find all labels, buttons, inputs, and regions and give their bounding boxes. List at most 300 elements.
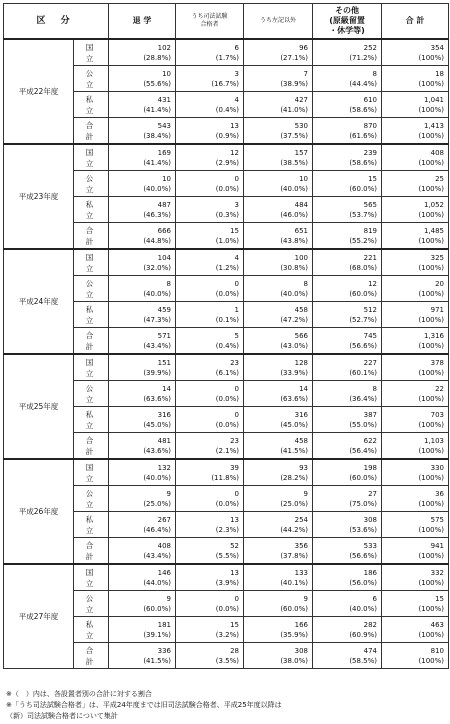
count-value: 9	[166, 489, 172, 498]
percent-value: (100%)	[418, 210, 445, 219]
data-cell	[244, 118, 313, 145]
year-label: 平成22年度	[4, 39, 74, 144]
data-cell	[176, 223, 244, 250]
count-value: 378	[430, 358, 445, 367]
percent-value: (38.5%)	[280, 158, 309, 167]
count-value: 356	[294, 541, 309, 550]
count-value: 8	[166, 279, 172, 288]
percent-value: (3.9%)	[215, 578, 240, 587]
count-value: 10	[162, 69, 172, 78]
data-cell	[109, 249, 176, 276]
percent-value: (0.0%)	[215, 184, 240, 193]
data-cell	[109, 39, 176, 66]
data-cell	[382, 459, 449, 486]
data-cell	[313, 276, 382, 302]
data-cell	[109, 643, 176, 669]
count-value: 23	[230, 358, 240, 367]
percent-value: (47.2%)	[280, 315, 309, 324]
percent-value: (28.2%)	[280, 473, 309, 482]
school-type-label: 公 立	[74, 66, 109, 92]
percent-value: (100%)	[418, 578, 445, 587]
header-taigaku: 退 学	[109, 4, 176, 40]
percent-value: (100%)	[418, 656, 445, 665]
data-cell	[109, 66, 176, 92]
data-cell	[109, 381, 176, 407]
percent-value: (3.2%)	[215, 630, 240, 639]
count-value: 282	[363, 620, 378, 629]
table-body	[4, 39, 449, 669]
percent-value: (46.4%)	[143, 525, 172, 534]
percent-value: (0.0%)	[215, 394, 240, 403]
footnote-1: ※（ ）内は、各設置者別の合計に対する割合	[6, 690, 152, 698]
data-cell	[109, 92, 176, 118]
data-cell	[382, 92, 449, 118]
percent-value: (63.6%)	[280, 394, 309, 403]
data-cell	[244, 459, 313, 486]
count-value: 481	[157, 436, 172, 445]
data-cell	[313, 223, 382, 250]
percent-value: (60.0%)	[349, 184, 378, 193]
percent-value: (100%)	[418, 315, 445, 324]
percent-value: (38.0%)	[280, 656, 309, 665]
count-value: 543	[157, 121, 172, 130]
data-cell	[176, 354, 244, 381]
percent-value: (2.3%)	[215, 525, 240, 534]
percent-value: (39.9%)	[143, 368, 172, 377]
percent-value: (40.0%)	[280, 184, 309, 193]
data-cell	[313, 381, 382, 407]
data-cell	[176, 328, 244, 355]
data-cell	[109, 223, 176, 250]
count-value: 221	[363, 253, 378, 262]
count-value: 15	[368, 174, 378, 183]
table-row	[4, 459, 449, 486]
count-value: 565	[363, 200, 378, 209]
school-type-label: 公 立	[74, 276, 109, 302]
data-cell	[176, 591, 244, 617]
percent-value: (60.9%)	[349, 630, 378, 639]
data-cell	[313, 144, 382, 171]
data-cell	[382, 276, 449, 302]
count-value: 354	[430, 43, 445, 52]
data-cell	[313, 354, 382, 381]
count-value: 8	[303, 279, 309, 288]
data-cell	[382, 249, 449, 276]
data-cell	[313, 512, 382, 538]
count-value: 12	[230, 148, 240, 157]
data-cell	[382, 407, 449, 433]
data-cell	[176, 643, 244, 669]
count-value: 316	[157, 410, 172, 419]
data-cell	[244, 354, 313, 381]
data-cell	[109, 302, 176, 328]
data-cell	[313, 486, 382, 512]
data-cell	[244, 144, 313, 171]
count-value: 20	[435, 279, 445, 288]
school-type-label: 国 立	[74, 564, 109, 591]
count-value: 239	[363, 148, 378, 157]
count-value: 169	[157, 148, 172, 157]
count-value: 330	[430, 463, 445, 472]
school-type-label: 私 立	[74, 407, 109, 433]
data-cell	[109, 591, 176, 617]
data-cell	[313, 564, 382, 591]
percent-value: (100%)	[418, 53, 445, 62]
data-cell	[313, 591, 382, 617]
count-value: 5	[234, 331, 240, 340]
percent-value: (41.5%)	[280, 446, 309, 455]
count-value: 15	[230, 226, 240, 235]
data-cell	[109, 197, 176, 223]
count-value: 610	[363, 95, 378, 104]
percent-value: (56.6%)	[349, 551, 378, 560]
data-cell	[109, 328, 176, 355]
percent-value: (25.0%)	[143, 499, 172, 508]
data-cell	[176, 538, 244, 565]
percent-value: (3.5%)	[215, 656, 240, 665]
data-cell	[313, 118, 382, 145]
data-cell	[176, 171, 244, 197]
percent-value: (45.0%)	[280, 420, 309, 429]
percent-value: (1.7%)	[215, 53, 240, 62]
percent-value: (100%)	[418, 499, 445, 508]
data-cell	[382, 223, 449, 250]
percent-value: (43.0%)	[280, 341, 309, 350]
count-value: 566	[294, 331, 309, 340]
count-value: 166	[294, 620, 309, 629]
school-type-label: 合 計	[74, 118, 109, 145]
count-value: 132	[157, 463, 172, 472]
percent-value: (45.0%)	[143, 420, 172, 429]
count-value: 181	[157, 620, 172, 629]
data-cell	[313, 171, 382, 197]
percent-value: (27.1%)	[280, 53, 309, 62]
count-value: 1,103	[423, 436, 445, 445]
count-value: 427	[294, 95, 309, 104]
data-cell	[176, 276, 244, 302]
count-value: 458	[294, 436, 309, 445]
count-value: 93	[299, 463, 309, 472]
data-cell	[313, 249, 382, 276]
school-type-label: 私 立	[74, 512, 109, 538]
percent-value: (60.0%)	[280, 604, 309, 613]
count-value: 36	[435, 489, 445, 498]
school-type-label: 合 計	[74, 433, 109, 460]
year-label: 平成26年度	[4, 459, 74, 564]
school-type-label: 公 立	[74, 381, 109, 407]
percent-value: (100%)	[418, 105, 445, 114]
header-sonota: その他 (原級留置 ・休学等)	[313, 4, 382, 40]
percent-value: (0.0%)	[215, 604, 240, 613]
data-cell	[313, 407, 382, 433]
school-type-label: 合 計	[74, 223, 109, 250]
data-cell	[244, 643, 313, 669]
percent-value: (100%)	[418, 420, 445, 429]
percent-value: (100%)	[418, 341, 445, 350]
percent-value: (0.0%)	[215, 499, 240, 508]
percent-value: (40.0%)	[143, 184, 172, 193]
count-value: 15	[435, 594, 445, 603]
count-value: 870	[363, 121, 378, 130]
data-cell	[176, 144, 244, 171]
percent-value: (60.0%)	[349, 289, 378, 298]
data-cell	[244, 591, 313, 617]
percent-value: (41.4%)	[143, 105, 172, 114]
footnote-2: ※「うち司法試験合格者」は、平成24年度までは旧司法試験合格者、平成25年度以降は	[6, 701, 282, 709]
percent-value: (46.0%)	[280, 210, 309, 219]
year-label: 平成25年度	[4, 354, 74, 459]
data-cell	[313, 302, 382, 328]
data-cell	[382, 328, 449, 355]
count-value: 474	[363, 646, 378, 655]
percent-value: (100%)	[418, 551, 445, 560]
count-value: 4	[234, 253, 240, 262]
school-type-label: 国 立	[74, 144, 109, 171]
count-value: 810	[430, 646, 445, 655]
data-cell	[244, 433, 313, 460]
percent-value: (6.1%)	[215, 368, 240, 377]
percent-value: (39.1%)	[143, 630, 172, 639]
data-cell	[109, 512, 176, 538]
data-cell	[109, 144, 176, 171]
count-value: 0	[234, 279, 240, 288]
percent-value: (71.2%)	[349, 53, 378, 62]
count-value: 1	[234, 305, 240, 314]
percent-value: (0.0%)	[215, 420, 240, 429]
count-value: 8	[372, 384, 378, 393]
percent-value: (1.2%)	[215, 263, 240, 272]
count-value: 308	[363, 515, 378, 524]
percent-value: (100%)	[418, 263, 445, 272]
school-type-label: 国 立	[74, 354, 109, 381]
data-cell	[382, 39, 449, 66]
data-cell	[244, 564, 313, 591]
data-cell	[176, 249, 244, 276]
count-value: 622	[363, 436, 378, 445]
count-value: 1,052	[423, 200, 445, 209]
count-value: 575	[430, 515, 445, 524]
data-cell	[313, 433, 382, 460]
data-cell	[244, 249, 313, 276]
count-value: 104	[157, 253, 172, 262]
percent-value: (0.9%)	[215, 131, 240, 140]
table-row	[4, 144, 449, 171]
count-value: 530	[294, 121, 309, 130]
percent-value: (43.6%)	[143, 446, 172, 455]
count-value: 10	[162, 174, 172, 183]
percent-value: (38.9%)	[280, 79, 309, 88]
data-cell	[313, 643, 382, 669]
percent-value: (58.5%)	[349, 656, 378, 665]
data-cell	[176, 512, 244, 538]
percent-value: (33.9%)	[280, 368, 309, 377]
table-row	[4, 564, 449, 591]
count-value: 1,316	[423, 331, 445, 340]
data-cell	[109, 486, 176, 512]
data-cell	[109, 171, 176, 197]
count-value: 102	[157, 43, 172, 52]
count-value: 14	[162, 384, 172, 393]
data-cell	[109, 276, 176, 302]
count-value: 512	[363, 305, 378, 314]
count-value: 651	[294, 226, 309, 235]
count-value: 13	[230, 515, 240, 524]
percent-value: (40.0%)	[280, 289, 309, 298]
count-value: 408	[430, 148, 445, 157]
footnotes	[6, 689, 446, 722]
count-value: 332	[430, 568, 445, 577]
data-cell	[244, 223, 313, 250]
count-value: 3	[234, 200, 240, 209]
data-cell	[109, 617, 176, 643]
percent-value: (30.8%)	[280, 263, 309, 272]
data-cell	[313, 617, 382, 643]
data-cell	[244, 197, 313, 223]
percent-value: (47.3%)	[143, 315, 172, 324]
percent-value: (16.7%)	[211, 79, 240, 88]
percent-value: (0.1%)	[215, 315, 240, 324]
percent-value: (5.5%)	[215, 551, 240, 560]
data-cell	[382, 381, 449, 407]
count-value: 408	[157, 541, 172, 550]
data-cell	[382, 617, 449, 643]
count-value: 0	[234, 594, 240, 603]
data-cell	[109, 538, 176, 565]
percent-value: (61.6%)	[349, 131, 378, 140]
data-cell	[382, 171, 449, 197]
percent-value: (40.0%)	[143, 473, 172, 482]
count-value: 146	[157, 568, 172, 577]
data-cell	[244, 171, 313, 197]
count-value: 9	[303, 489, 309, 498]
data-cell	[176, 118, 244, 145]
data-cell	[109, 118, 176, 145]
data-cell	[244, 66, 313, 92]
data-cell	[244, 276, 313, 302]
percent-value: (2.9%)	[215, 158, 240, 167]
count-value: 157	[294, 148, 309, 157]
data-cell	[176, 407, 244, 433]
data-cell	[244, 538, 313, 565]
data-cell	[382, 591, 449, 617]
count-value: 9	[303, 594, 309, 603]
data-cell	[382, 197, 449, 223]
data-cell	[313, 92, 382, 118]
percent-value: (55.2%)	[349, 236, 378, 245]
percent-value: (60.0%)	[143, 604, 172, 613]
data-cell	[382, 643, 449, 669]
percent-value: (0.4%)	[215, 341, 240, 350]
data-cell	[313, 538, 382, 565]
data-cell	[176, 459, 244, 486]
count-value: 52	[230, 541, 240, 550]
data-cell	[176, 39, 244, 66]
data-cell	[176, 302, 244, 328]
data-cell	[176, 92, 244, 118]
count-value: 3	[234, 69, 240, 78]
count-value: 941	[430, 541, 445, 550]
data-cell	[382, 66, 449, 92]
count-value: 487	[157, 200, 172, 209]
percent-value: (100%)	[418, 236, 445, 245]
school-type-label: 合 計	[74, 643, 109, 669]
count-value: 128	[294, 358, 309, 367]
count-value: 316	[294, 410, 309, 419]
percent-value: (100%)	[418, 289, 445, 298]
count-value: 254	[294, 515, 309, 524]
count-value: 703	[430, 410, 445, 419]
data-cell	[244, 617, 313, 643]
count-value: 28	[230, 646, 240, 655]
data-cell	[176, 197, 244, 223]
year-label: 平成23年度	[4, 144, 74, 249]
data-cell	[382, 433, 449, 460]
percent-value: (56.6%)	[349, 341, 378, 350]
year-label: 平成27年度	[4, 564, 74, 669]
percent-value: (56.0%)	[349, 578, 378, 587]
percent-value: (40.0%)	[143, 289, 172, 298]
count-value: 151	[157, 358, 172, 367]
percent-value: (55.6%)	[143, 79, 172, 88]
school-type-label: 公 立	[74, 486, 109, 512]
count-value: 745	[363, 331, 378, 340]
percent-value: (53.7%)	[349, 210, 378, 219]
data-cell	[176, 381, 244, 407]
count-value: 0	[234, 410, 240, 419]
count-value: 1,413	[423, 121, 445, 130]
count-value: 1,041	[423, 95, 445, 104]
data-cell	[244, 407, 313, 433]
count-value: 13	[230, 121, 240, 130]
percent-value: (68.0%)	[349, 263, 378, 272]
data-cell	[176, 617, 244, 643]
percent-value: (100%)	[418, 525, 445, 534]
data-cell	[382, 302, 449, 328]
percent-value: (43.8%)	[280, 236, 309, 245]
count-value: 39	[230, 463, 240, 472]
header-kubun: 区 分	[4, 4, 109, 40]
percent-value: (2.1%)	[215, 446, 240, 455]
school-type-label: 私 立	[74, 302, 109, 328]
count-value: 252	[363, 43, 378, 52]
count-value: 325	[430, 253, 445, 262]
data-cell	[176, 564, 244, 591]
percent-value: (58.6%)	[349, 158, 378, 167]
percent-value: (41.0%)	[280, 105, 309, 114]
data-cell	[313, 66, 382, 92]
percent-value: (43.4%)	[143, 341, 172, 350]
data-cell	[244, 486, 313, 512]
percent-value: (60.1%)	[349, 368, 378, 377]
data-cell	[244, 39, 313, 66]
percent-value: (100%)	[418, 79, 445, 88]
count-value: 0	[234, 489, 240, 498]
percent-value: (41.5%)	[143, 656, 172, 665]
count-value: 971	[430, 305, 445, 314]
count-value: 666	[157, 226, 172, 235]
percent-value: (43.4%)	[143, 551, 172, 560]
withdrawal-statistics-table	[3, 3, 449, 669]
percent-value: (60.0%)	[349, 473, 378, 482]
school-type-label: 国 立	[74, 459, 109, 486]
count-value: 431	[157, 95, 172, 104]
data-cell	[109, 433, 176, 460]
count-value: 533	[363, 541, 378, 550]
data-cell	[244, 381, 313, 407]
data-cell	[109, 354, 176, 381]
percent-value: (63.6%)	[143, 394, 172, 403]
school-type-label: 合 計	[74, 538, 109, 565]
